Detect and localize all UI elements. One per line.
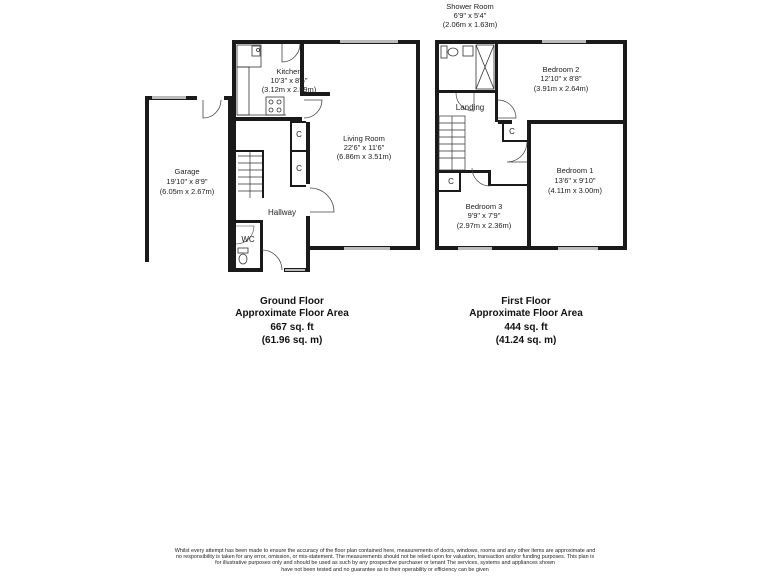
bedroom-3-imperial: 9'9" x 7'9": [467, 211, 501, 220]
kitchen-label: Kitchen: [276, 67, 302, 76]
ground-floor-area-sqft: 667 sq. ft: [270, 322, 314, 333]
bedroom-2-label: Bedroom 2: [542, 65, 580, 74]
first-floor-plan: [435, 2, 627, 346]
wc-toilet: [238, 248, 248, 264]
disclaimer-line: have not been tested and no guarantee as to their operability or efficiency can be given: [281, 566, 489, 573]
wc-label: WC: [241, 235, 255, 244]
first-floor-title: First Floor: [501, 296, 551, 307]
bedroom-2-metric: (3.91m x 2.64m): [533, 84, 589, 93]
hallway-label: Hallway: [267, 208, 297, 217]
garage-imperial: 19'10" x 8'9": [166, 177, 208, 186]
bedroom2-door-swing: [498, 100, 516, 118]
ground-floor-subtitle: Approximate Floor Area: [235, 308, 349, 319]
garage-metric: (6.05m x 2.67m): [159, 187, 215, 196]
living-room-metric: (6.86m x 3.51m): [336, 152, 392, 161]
ground-floor-title: Ground Floor: [260, 296, 324, 307]
kitchen-door-swing: [282, 44, 300, 62]
hallway-door-swing: [310, 188, 334, 212]
first-floor-area-sqm: (41.24 sq. m): [495, 335, 557, 346]
disclaimer-line: no responsibility is taken for any error, omission, or mis-statement. The measurements should not be relied upon for valuation, transaction and/or funding purposes. This plan is: [175, 554, 595, 561]
first-floor-subtitle: Approximate Floor Area: [469, 308, 583, 319]
bedroom-1-metric: (4.11m x 3.00m): [547, 186, 603, 195]
bedroom1-door-swing: [507, 142, 527, 162]
kitchen-imperial: 10'3" x 8'6": [270, 76, 308, 85]
living-door-swing: [304, 100, 322, 118]
bedroom-3-metric: (2.97m x 2.36m): [456, 221, 512, 230]
garage-label: Garage: [174, 167, 200, 176]
ground-cupboard-1-label: C: [296, 130, 302, 139]
kitchen-metric: (3.12m x 2.59m): [261, 85, 317, 94]
first-floor-walls: [435, 40, 627, 250]
shower-room-imperial: 6'9" x 5'4": [453, 11, 487, 20]
front-door-swing: [262, 250, 282, 270]
shower-room-label: Shower Room: [446, 2, 494, 11]
garage-door-swing: [203, 100, 221, 118]
ground-stairs: [238, 152, 262, 198]
landing-label: Landing: [455, 103, 485, 112]
ground-cupboard-2-label: C: [296, 164, 302, 173]
disclaimer-line: for illustrative purposes only and should be used as such by any prospective purchaser or tenant The services, systems and appliances shown: [215, 560, 555, 567]
bedroom-1-imperial: 13'6" x 9'10": [554, 176, 596, 185]
shower-room-metric: (2.06m x 1.63m): [442, 20, 498, 29]
living-room-label: Living Room: [343, 134, 385, 143]
living-room-imperial: 22'6" x 11'6": [343, 143, 385, 152]
first-cupboard-2-label: C: [448, 177, 454, 186]
disclaimer: [120, 548, 650, 573]
bedroom-1-label: Bedroom 1: [556, 166, 594, 175]
shower-room-fittings: [441, 45, 494, 89]
disclaimer-line: Whilst every attempt has been made to ensure the accuracy of the floor plan contained here, measurements of doors, windows, rooms and any other items are approximate and: [174, 548, 596, 554]
bedroom-2-imperial: 12'10" x 8'8": [540, 74, 582, 83]
first-cupboard-1-label: C: [509, 127, 515, 136]
bedroom-3-label: Bedroom 3: [465, 202, 503, 211]
first-floor-area-sqft: 444 sq. ft: [504, 322, 548, 333]
first-stairs: [439, 116, 465, 170]
ground-floor-area-sqm: (61.96 sq. m): [261, 335, 323, 346]
ground-floor-plan: [145, 40, 420, 346]
